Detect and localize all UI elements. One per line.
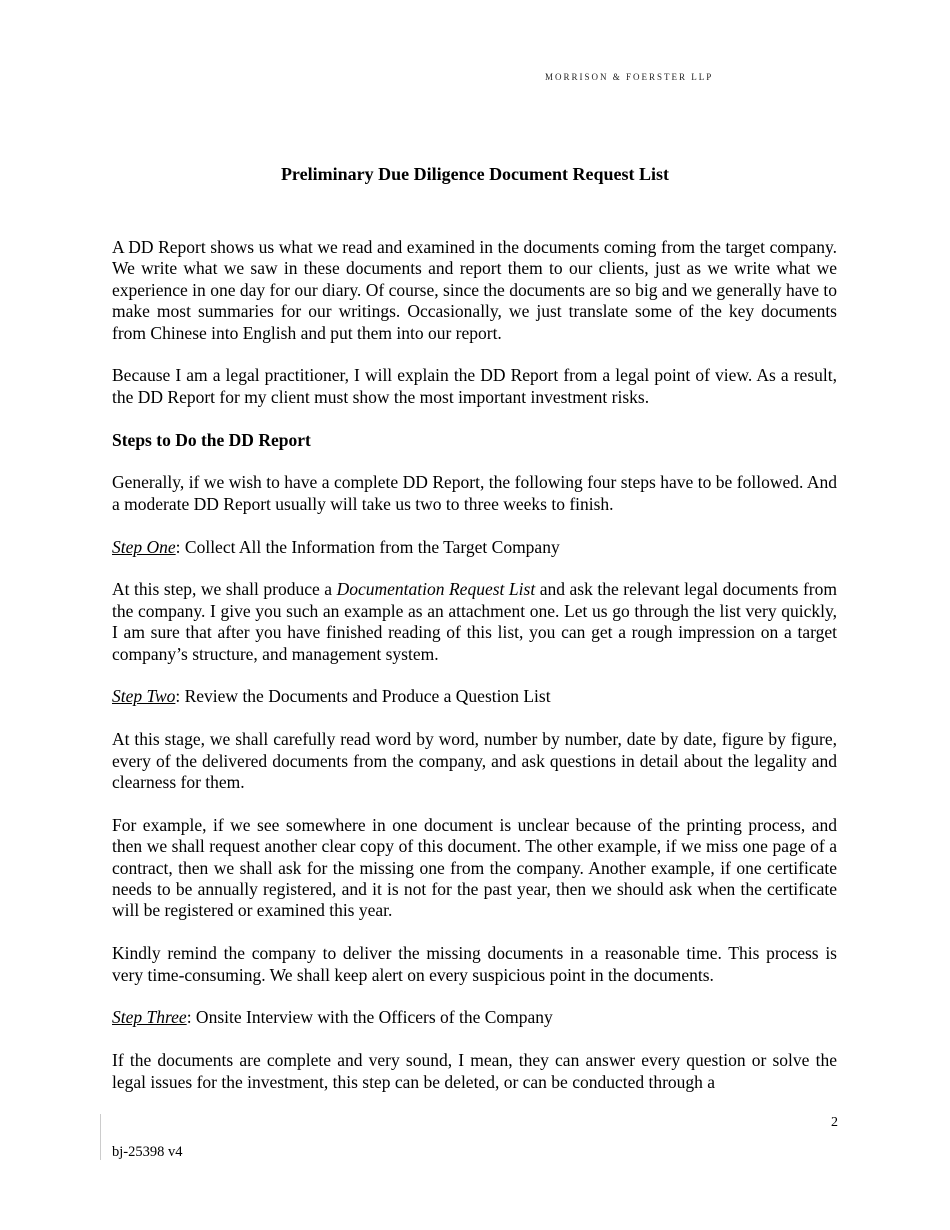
- step-two-label: Step Two: [112, 686, 176, 707]
- step-three-title: : Onsite Interview with the Officers of the Company: [186, 1007, 553, 1028]
- step-three-heading: [112, 1007, 837, 1028]
- section-heading-steps: Steps to Do the DD Report: [112, 429, 311, 450]
- step-one-title: : Collect All the Information from the Target Company: [175, 536, 560, 557]
- step-one-heading: [112, 537, 837, 558]
- paragraph-legal-view: Because I am a legal practitioner, I will explain the DD Report from a legal point of view. As a result, the DD Report for my client must show the most important investment risks.: [112, 365, 837, 407]
- step-one-label: Step One: [112, 536, 176, 557]
- paragraph-step-two-reminder: Kindly remind the company to deliver the missing documents in a reasonable time. This process is very time-consuming. We shall keep alert on every suspicious point in the documents.: [112, 943, 837, 985]
- document-id: bj-25398 v4: [112, 1144, 183, 1160]
- paragraph-step-three: If the documents are complete and very sound, I mean, they can answer every question or solve the legal issues for the investment, this step can be deleted, or can be conducted through a: [112, 1050, 837, 1092]
- paragraph-four-steps: Generally, if we wish to have a complete DD Report, the following four steps have to be followed. And a moderate DD Report usually will take us two to three weeks to finish.: [112, 472, 837, 514]
- document-body: [112, 237, 837, 1114]
- footer-divider: [100, 1114, 101, 1160]
- step-three-label: Step Three: [112, 1007, 187, 1028]
- header-firm-name: MORRISON & FOERSTER LLP: [545, 72, 714, 82]
- step-one-text-end: and ask the relevant legal documents from the company. I give you such an example as an attachment one. Let us go through the list very quickly, I am sure that after you have finished reading of this list, you can get a rough impression on a target company’s structure, and management system.: [112, 579, 837, 664]
- paragraph-step-two-examples: For example, if we see somewhere in one document is unclear because of the printing process, and then we shall request another clear copy of this document. The other example, if we miss one page of a contract, then we shall ask for the missing one from the company. Another example, if one certificate needs to be annually registered, and it is not for the past year, then we should ask when the certificate will be registered or examined this year.: [112, 814, 837, 921]
- paragraph-dd-report-intro: A DD Report shows us what we read and examined in the documents coming from the target company. We write what we saw in these documents and report them to our clients, just as we write what we experience in one day for our diary. Of course, since the documents are so big and we generally have to make most summaries for our writings. Occasionally, we just translate some of the key documents from Chinese into English and put them into our report.: [112, 237, 837, 343]
- documentation-request-list-term: Documentation Request List: [336, 579, 536, 600]
- step-two-heading: [112, 686, 837, 707]
- step-one-text-start: At this step, we shall produce a: [112, 579, 337, 600]
- paragraph-step-one: [112, 579, 837, 665]
- paragraph-step-two-review: At this stage, we shall carefully read word by word, number by number, date by date, figure by figure, every of the delivered documents from the company, and ask questions in detail about the legality and clearness for them.: [112, 729, 837, 793]
- step-two-title: : Review the Documents and Produce a Question List: [175, 686, 551, 707]
- document-title: Preliminary Due Diligence Document Request List: [280, 164, 670, 184]
- page-number: 2: [831, 1115, 838, 1130]
